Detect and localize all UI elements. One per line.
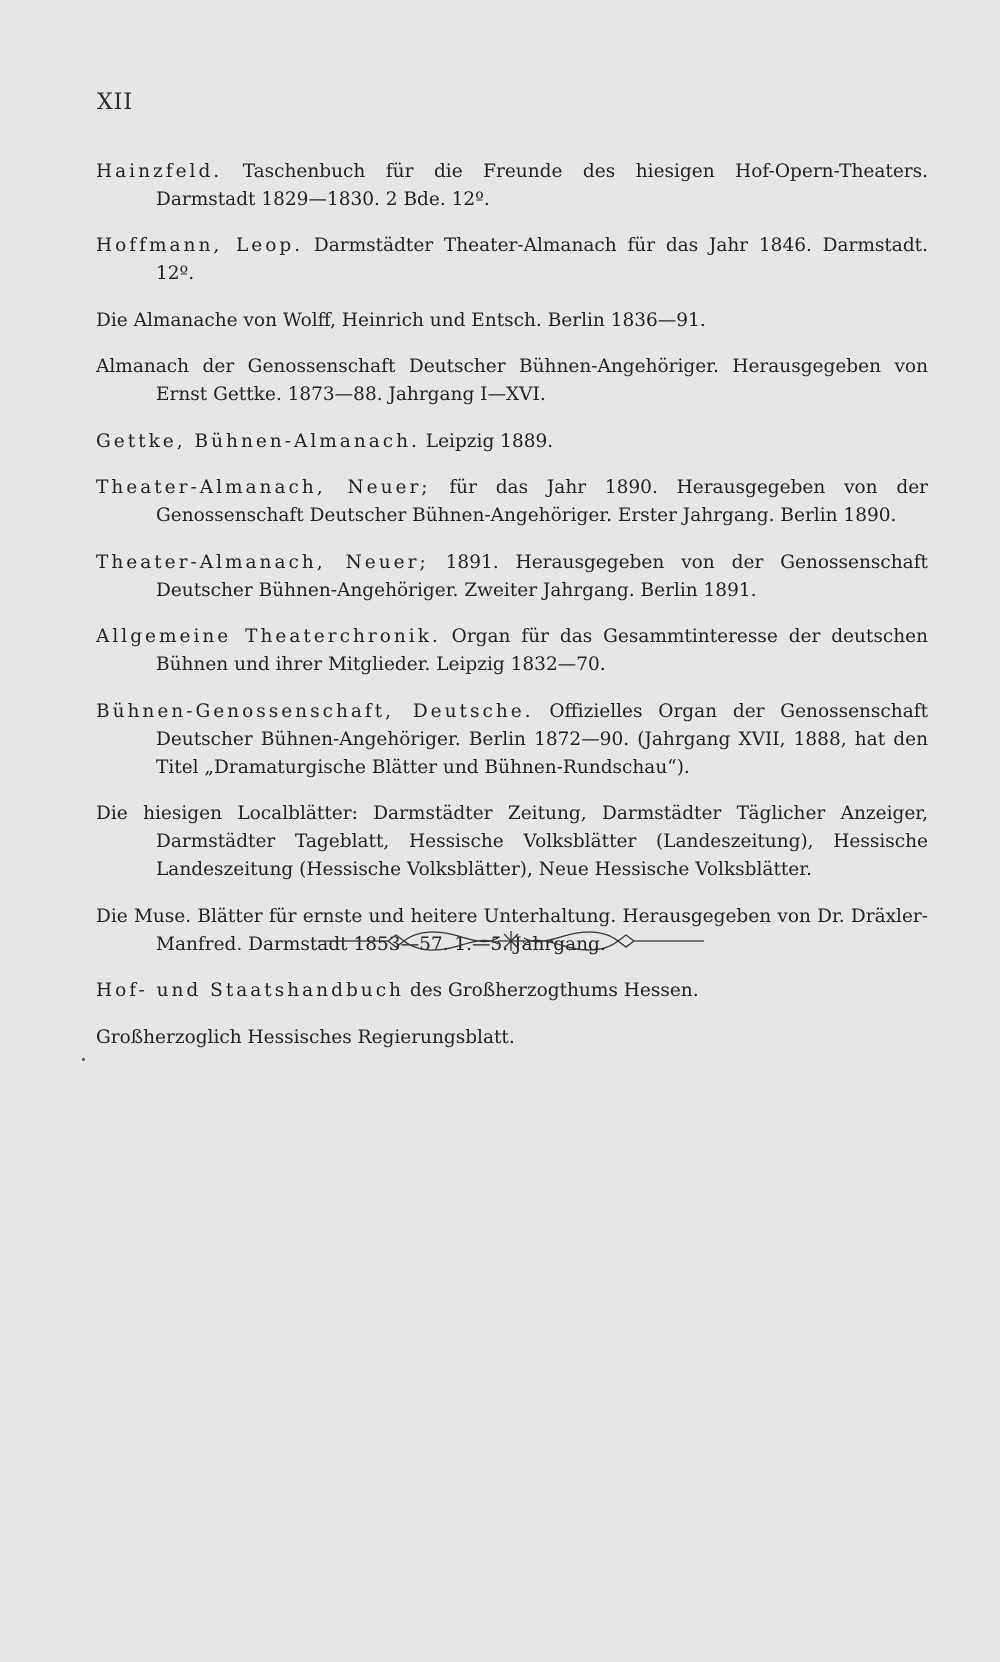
entry-text: für das Jahr 1890. Herausgegeben von der Genossenschaft Deutscher Bühnen-Angehöriger. Erster Jahrgang. Berlin 1890.	[156, 477, 928, 526]
entry-lead: Die Almanache von Wolff, Heinrich und Entsch.	[96, 309, 542, 331]
entry-lead: Die hiesigen Localblätter:	[96, 803, 358, 824]
entry-text: Darmstädter Zeitung, Darmstädter Täglicher Anzeiger, Darmstädter Tageblatt, Hessische Volksblätter (Landeszeitung), Hessische Landeszeitung (Hessische Volksblätter), Neue Hessische Volksblätter.	[156, 803, 928, 880]
entry-lead: Theater-Almanach, Neuer;	[96, 477, 431, 498]
entry-text: Herausgegeben von Ernst Gettke. 1873—88. Jahrgang I—XVI.	[156, 356, 928, 405]
bibliography-entry	[96, 474, 928, 530]
entry-text: Berlin 1836—91.	[541, 309, 706, 331]
entry-text: Darmstädter Theater-Almanach für das Jahr 1846. Darmstadt. 12º.	[156, 235, 928, 284]
bibliography-entry	[96, 698, 928, 782]
bibliography-entry	[96, 158, 928, 214]
entry-text: des Großherzogthums Hessen.	[403, 980, 699, 1001]
entry-text: 1891. Herausgegeben von der Genossenschaft Deutscher Bühnen-Angehöriger. Zweiter Jahrgang. Berlin 1891.	[156, 551, 928, 601]
entry-text: Offizielles Organ der Genossenschaft Deutscher Bühnen-Angehöriger. Berlin 1872—90. (Jahrgang XVII, 1888, hat den Titel „Dramaturgische Blätter und Bühnen-Rundschau“).	[156, 700, 929, 778]
entry-text: Organ für das Gesammtinteresse der deutschen Bühnen und ihrer Mitglieder. Leipzig 1832—70.	[156, 626, 928, 675]
entry-lead: Die Muse.	[96, 905, 192, 927]
bibliography-entry	[96, 800, 928, 884]
ornament-divider	[318, 926, 704, 956]
entry-lead: Almanach der Genossenschaft Deutscher Bühnen-Angehöriger.	[96, 356, 719, 377]
bibliography-entry	[96, 623, 928, 679]
entry-lead: Großherzoglich Hessisches Regierungsblatt.	[96, 1026, 515, 1048]
bibliography-entry	[96, 1024, 928, 1052]
entry-lead: Hof- und Staatshandbuch	[96, 980, 404, 1001]
bibliography-entry	[96, 549, 928, 605]
entry-lead: Gettke, Bühnen-Almanach.	[96, 430, 420, 452]
entry-lead: Hoffmann, Leop.	[96, 235, 304, 256]
entry-lead: Allgemeine Theaterchronik.	[96, 626, 441, 647]
bibliography-entry	[96, 428, 928, 456]
bibliography-entry	[96, 307, 928, 335]
bibliography-list	[96, 139, 928, 1055]
page-number: XII	[97, 90, 134, 115]
entry-text: Leipzig 1889.	[419, 430, 554, 452]
bibliography-entry	[96, 977, 928, 1005]
entry-lead: Bühnen-Genossenschaft, Deutsche.	[96, 700, 534, 722]
entry-lead: Theater-Almanach, Neuer;	[96, 551, 429, 573]
bibliography-entry	[96, 232, 928, 288]
entry-text: Taschenbuch für die Freunde des hiesigen Hof-Opern-Theaters. Darmstadt 1829—1830. 2 Bde. 12º.	[156, 160, 928, 210]
bibliography-entry	[96, 353, 928, 409]
entry-lead: Hainzfeld.	[96, 160, 223, 182]
paper-speck	[82, 1058, 85, 1061]
entry-text: Blätter für ernste und heitere Unterhaltung. Herausgegeben von Dr. Dräxler-Manfred. Darmstadt 1853—57. 1.—5. Jahrgang.	[156, 905, 928, 955]
